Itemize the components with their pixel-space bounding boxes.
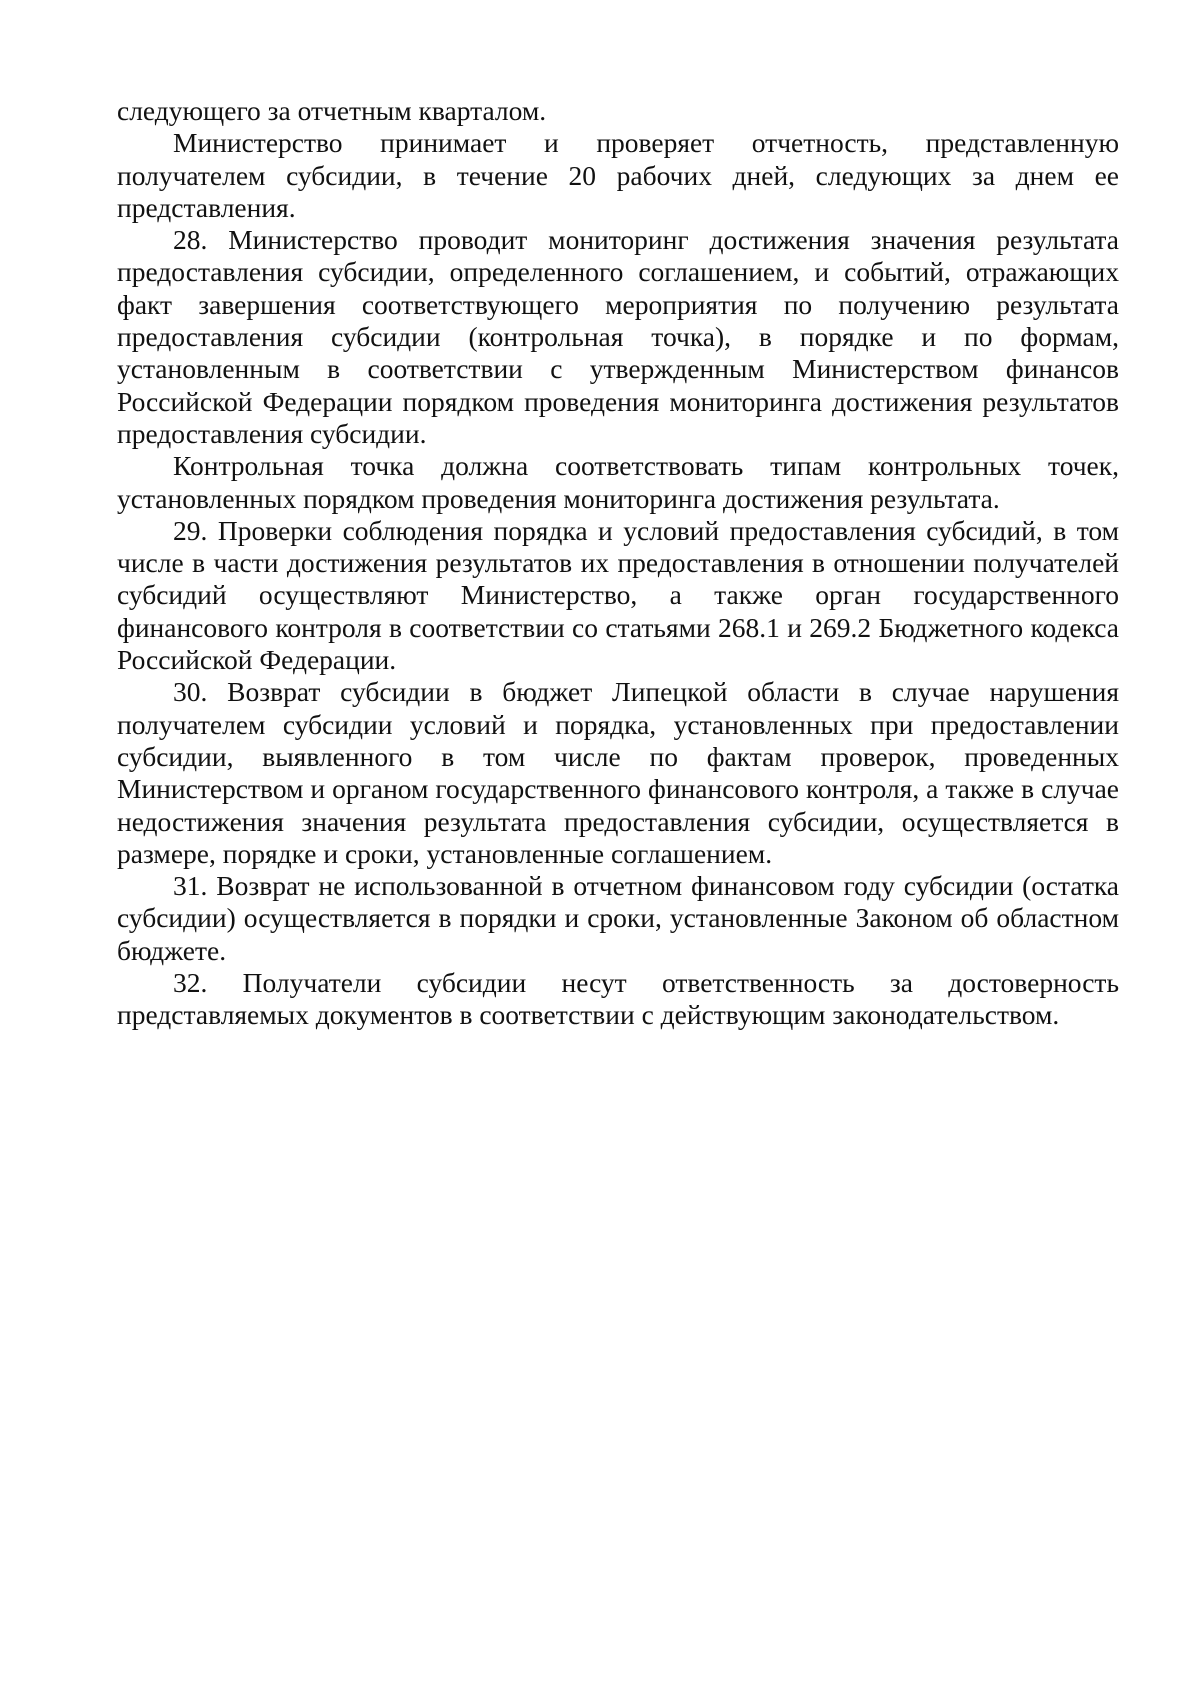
paragraph-report-review: Министерство принимает и проверяет отчетность, представленную получателем субсидии, в течение 20 рабочих дней, следующих за днем ее представления. — [117, 127, 1119, 223]
paragraph-continuation: следующего за отчетным кварталом. — [117, 95, 547, 126]
paragraph-32-responsibility: 32. Получатели субсидии несут ответственность за достоверность представляемых документов в соответствии с действующим законодательством. — [117, 967, 1119, 1031]
paragraph-control-point: Контрольная точка должна соответствовать типам контрольных точек, установленных порядком проведения мониторинга достижения результата. — [117, 450, 1119, 514]
document-page — [117, 95, 1119, 1032]
paragraph-28-monitoring: 28. Министерство проводит мониторинг достижения значения результата предоставления субсидии, определенного соглашением, и событий, отражающих факт завершения соответствующего мероприятия по получению результата предоставления субсидии (контрольная точка), в порядке и по формам, установленным в соответствии с утвержденным Министерством финансов Российской Федерации порядком проведения мониторинга достижения результатов предоставления субсидии. — [117, 224, 1119, 449]
paragraph-31-unused-refund: 31. Возврат не использованной в отчетном финансовом году субсидии (остатка субсидии) осуществляется в порядки и сроки, установленные Законом об областном бюджете. — [117, 870, 1119, 966]
paragraph-29-inspections: 29. Проверки соблюдения порядка и условий предоставления субсидий, в том числе в части достижения результатов их предоставления в отношении получателей субсидий осуществляют Министерство, а также орган государственного финансового контроля в соответствии со статьями 268.1 и 269.2 Бюджетного кодекса Российской Федерации. — [117, 514, 1119, 676]
paragraph-30-refund: 30. Возврат субсидии в бюджет Липецкой области в случае нарушения получателем субсидии условий и порядка, установленных при предоставлении субсидии, выявленного в том числе по фактам проверок, проведенных Министерством и органом государственного финансового контроля, а также в случае недостижения значения результата предоставления субсидии, осуществляется в размере, порядке и сроки, установленные соглашением. — [117, 676, 1119, 869]
